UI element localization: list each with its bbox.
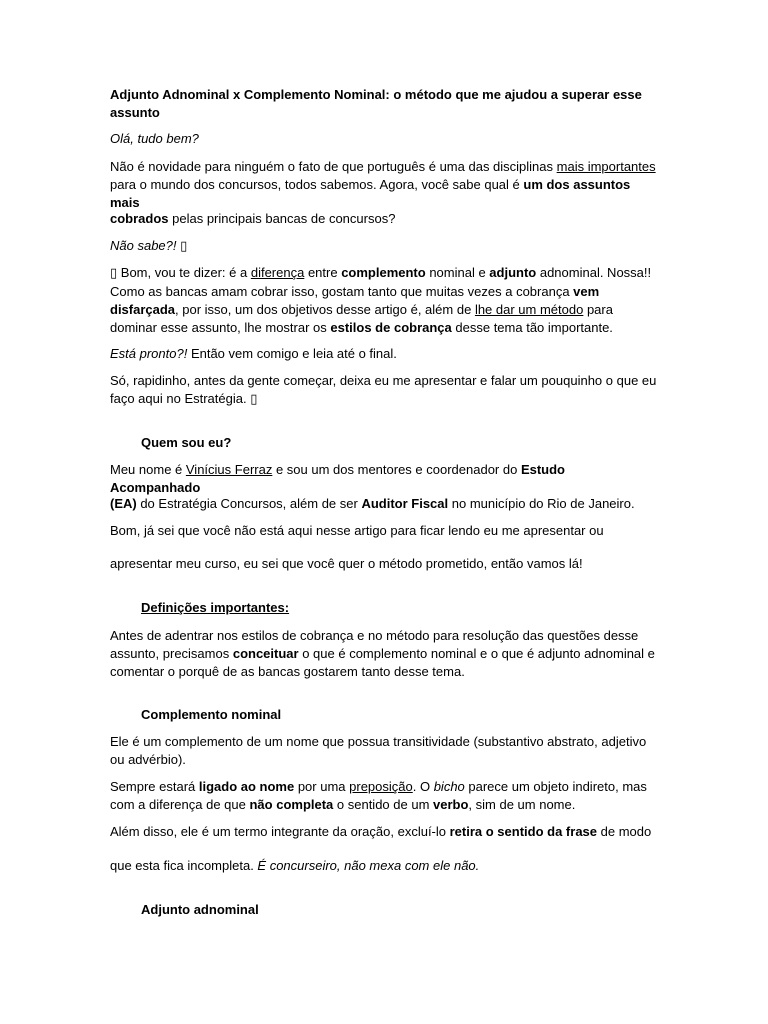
- paragraph-nome-cont: (EA) do Estratégia Concursos, além de ser Auditor Fiscal no município do Rio de Janeiro.: [110, 496, 635, 511]
- paragraph-alem-disso: Além disso, ele é um termo integrante da oração, excluí-lo retira o sentido da frase de modo: [110, 824, 652, 839]
- heading-adjunto-adnominal: Adjunto adnominal: [141, 902, 259, 917]
- missing-glyph-icon: ▯: [110, 266, 118, 281]
- missing-glyph-icon: ▯: [180, 239, 188, 254]
- heading-quem-sou-eu: Quem sou eu?: [141, 435, 232, 450]
- heading-complemento-nominal: Complemento nominal: [141, 707, 282, 722]
- paragraph-bom: Bom, já sei que você não está aqui nesse artigo para ficar lendo eu me apresentar ou: [110, 523, 604, 538]
- paragraph-bom-cont: apresentar meu curso, eu sei que você quer o método prometido, então vamos lá!: [110, 556, 583, 571]
- paragraph-apresentar: Só, rapidinho, antes da gente começar, deixa eu me apresentar e falar um pouquinho o que eu faço aqui no Estratégia. ▯: [110, 373, 657, 407]
- paragraph-antes: Antes de adentrar nos estilos de cobrança e no método para resolução das questões desse assunto, precisamos conceituar o que é complemento nominal e o que é adjunto adnominal e comentar o porquê de as bancas gostarem tanto desse tema.: [110, 628, 655, 679]
- paragraph-definicao-cn: Ele é um complemento de um nome que possua transitividade (substantivo abstrato, adjetivo ou advérbio).: [110, 734, 647, 767]
- heading-definicoes: Definições importantes:: [141, 600, 290, 615]
- paragraph-alem-disso-cont: que esta fica incompleta. É concurseiro, não mexa com ele não.: [110, 858, 480, 873]
- missing-glyph-icon: ▯: [250, 392, 258, 407]
- paragraph-intro: Não é novidade para ninguém o fato de que português é uma das disciplinas mais importantes para o mundo dos concursos, todos sabemos. Agora, você sabe qual é um dos assuntos mais: [110, 159, 656, 210]
- paragraph-nome: Meu nome é Vinícius Ferraz e sou um dos mentores e coordenador do Estudo Acompanhado: [110, 462, 565, 495]
- article-title: Adjunto Adnominal x Complemento Nominal: o método que me ajudou a superar esse assunto: [110, 87, 642, 120]
- paragraph-nao-sabe: Não sabe?! ▯: [110, 238, 188, 254]
- paragraph-diferenca: ▯ Bom, vou te dizer: é a diferença entre complemento nominal e adjunto adnominal. Nossa!! Como as bancas amam cobrar isso, gostam tanto que muitas vezes a cobrança vem disfarçada, por isso, um dos objetivos desse artigo é, além de lhe dar um método para dominar esse assunto, lhe mostrar os estilos de cobrança desse tema tão importante.: [110, 265, 652, 335]
- paragraph-pronto: Está pronto?! Então vem comigo e leia até o final.: [110, 346, 397, 361]
- paragraph-intro-cont: cobrados pelas principais bancas de concursos?: [110, 211, 396, 226]
- underlined-text: mais importantes: [556, 159, 656, 174]
- paragraph-preposicao: Sempre estará ligado ao nome por uma preposição. O bicho parece um objeto indireto, mas com a diferença de que não completa o sentido de um verbo, sim de um nome.: [110, 779, 647, 812]
- greeting: Olá, tudo bem?: [110, 131, 199, 146]
